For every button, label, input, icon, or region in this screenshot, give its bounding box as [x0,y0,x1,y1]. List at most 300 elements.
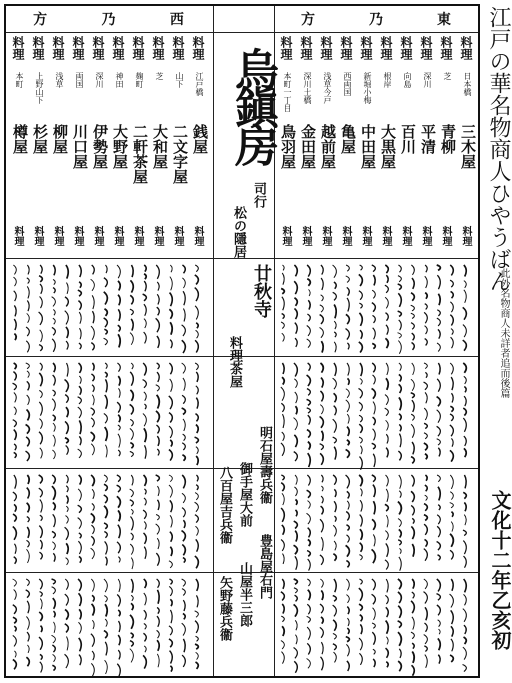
ink-stroke [437,475,440,482]
ink-stroke [53,654,56,661]
ink-stroke [66,327,68,338]
ink-stroke [295,406,297,414]
ink-stroke [294,487,297,496]
ink-stroke [281,387,285,401]
ink-stroke [347,427,349,436]
ink-stroke [372,315,375,323]
ink-stroke [39,276,42,282]
ink-stroke [372,594,376,604]
ink-stroke [65,624,69,633]
ink-stroke [333,378,337,389]
ink-stroke [321,431,323,441]
ink-stroke [39,345,42,351]
east-col-place: 西両国 [343,72,352,96]
west-col-lower-label: 料理 [12,226,23,246]
ink-stroke [130,419,133,426]
ink-stroke [282,273,284,285]
ink-stroke [334,406,337,416]
west-col-place: 深川 [95,72,104,88]
east-col-name: 平清 [419,124,437,154]
ink-stroke [118,450,120,456]
ink-stroke [170,610,172,623]
ink-stroke [117,485,121,492]
ink-stroke [347,607,349,615]
ink-stroke [52,327,55,335]
ink-stroke [182,278,185,288]
ink-stroke [79,343,81,349]
ink-stroke [91,536,94,545]
ink-stroke [294,545,298,554]
ink-stroke [320,405,323,414]
ink-stroke [39,402,42,416]
center-cell: 廿秋寺 [251,264,272,318]
ink-stroke [130,280,133,292]
ink-stroke [464,594,467,605]
ink-stroke [281,616,284,622]
ink-stroke [398,579,401,589]
ink-stroke [295,475,297,485]
ink-stroke [14,504,16,511]
east-col-top-label: 料理 [299,36,313,60]
ink-stroke [27,632,29,641]
ink-stroke [386,275,388,283]
ink-stroke [385,395,388,405]
ink-stroke [27,313,30,322]
ink-stroke [104,523,107,529]
ink-stroke [143,633,146,641]
ink-stroke [117,363,120,372]
ink-stroke [66,543,68,554]
ink-stroke [372,519,375,530]
ink-stroke [307,399,311,405]
ink-stroke [360,446,362,454]
ink-stroke [14,407,16,415]
ink-stroke [195,275,199,285]
ink-stroke [118,610,120,616]
ink-stroke [386,607,389,617]
ink-stroke [53,415,56,421]
ink-stroke [307,551,310,557]
ink-stroke [412,518,414,523]
ink-stroke [195,556,199,568]
ink-stroke [320,555,323,565]
ink-stroke [411,475,414,487]
ink-stroke [195,611,199,617]
ink-stroke [424,382,428,390]
ink-stroke [463,340,467,351]
ink-stroke [346,637,350,642]
ink-stroke [130,443,133,449]
ink-stroke [334,332,336,337]
ink-stroke [386,325,388,335]
ink-stroke [438,294,440,305]
ink-stroke [144,404,146,409]
ink-stroke [346,475,350,488]
east-col-top-label: 料理 [439,36,453,60]
ink-stroke [196,425,198,433]
ink-stroke [130,641,133,647]
ink-stroke [79,556,81,562]
ink-stroke [307,475,310,486]
west-col-top-label: 料理 [131,36,145,60]
east-col-place: 本町一丁目 [283,72,292,112]
ink-stroke [182,340,186,353]
ink-stroke [65,579,68,590]
ink-stroke [170,500,172,512]
ink-stroke [118,557,120,563]
ink-stroke [40,626,42,633]
ink-stroke [105,642,107,656]
ink-stroke [52,579,56,584]
ink-stroke [144,265,146,272]
ink-stroke [411,526,414,539]
ink-stroke [450,302,453,312]
ink-stroke [438,555,441,560]
ink-stroke [105,445,107,458]
ink-stroke [78,518,82,529]
ink-stroke [118,525,120,539]
ink-stroke [183,639,185,652]
ink-stroke [104,495,108,503]
ink-stroke [308,453,311,467]
ink-stroke [92,604,95,616]
ink-stroke [425,392,427,403]
ink-stroke [157,363,160,369]
ink-stroke [334,363,336,376]
ink-stroke [360,615,363,622]
east-col-name: 亀屋 [339,124,357,154]
west-col-top-label: 料理 [91,36,105,60]
ink-stroke [40,515,42,520]
ink-stroke [359,415,362,422]
ink-stroke [346,314,349,324]
ink-stroke [346,389,350,398]
ink-stroke [360,543,363,552]
ink-stroke [320,363,323,373]
ink-stroke [26,657,29,666]
ink-stroke [144,593,146,605]
ink-stroke [144,610,147,619]
ink-stroke [437,275,440,289]
ink-stroke [411,393,415,398]
center-cell: 八百屋吉兵衞 [217,466,232,544]
ink-stroke [438,329,440,338]
ink-stroke [282,377,284,384]
ink-stroke [373,328,376,339]
ink-stroke [451,512,453,517]
ink-stroke [91,579,94,591]
ink-stroke [295,392,298,403]
ink-stroke [294,661,297,672]
ink-stroke [437,515,440,524]
ink-stroke [360,488,362,496]
ink-stroke [13,617,16,623]
ink-stroke [130,333,133,345]
west-col-place: 麹町 [135,72,144,88]
ink-stroke [308,442,310,450]
ink-stroke [450,406,453,411]
ink-stroke [281,592,285,601]
ink-stroke [92,620,94,629]
ink-stroke [294,379,297,388]
ink-stroke [104,329,107,334]
ink-stroke [170,547,172,556]
ink-stroke [359,402,362,411]
east-col-lower-label: 料理 [420,226,431,246]
ink-stroke [66,265,68,279]
ink-stroke [79,312,81,324]
ink-stroke [26,363,30,369]
ink-stroke [334,447,336,460]
ink-stroke [52,665,55,670]
east-col-name: 越前屋 [319,124,337,169]
ink-stroke [438,638,440,650]
ink-stroke [308,363,311,371]
ink-stroke [359,274,363,286]
ink-stroke [14,444,16,450]
ink-stroke [360,529,362,540]
ink-stroke [386,420,389,430]
ink-stroke [359,475,362,486]
ink-stroke [399,424,401,431]
west-col-name: 大和屋 [151,124,169,169]
ink-stroke [334,501,336,512]
ink-stroke [104,278,107,287]
ink-stroke [143,294,147,301]
ink-stroke [347,628,349,634]
ink-stroke [183,378,185,391]
east-col-name: 三木屋 [459,124,477,169]
ink-stroke [39,475,43,483]
ink-stroke [157,654,159,667]
ink-stroke [359,588,363,601]
ink-stroke [170,440,172,446]
ink-stroke [437,439,441,445]
ink-stroke [464,396,466,406]
banzuke-sheet [4,4,480,678]
ink-stroke [464,376,466,384]
ink-stroke [92,265,95,274]
ink-stroke [307,616,311,622]
ink-stroke [13,277,16,286]
ink-stroke [307,279,310,286]
ink-stroke [294,363,297,377]
ink-stroke [79,638,82,651]
east-col-place: 新堀小梅 [363,72,372,104]
ink-stroke [333,419,337,433]
ink-stroke [464,475,466,488]
ink-stroke [373,275,375,286]
ink-stroke [334,342,336,353]
ink-stroke [359,457,362,470]
ink-stroke [282,525,284,535]
ink-stroke [372,579,375,590]
ink-stroke [307,604,310,614]
west-col-top-label: 料理 [191,36,205,60]
ink-stroke [27,410,30,421]
side-note: 此外名物商人未詳者追而後篇 [498,268,509,398]
ink-stroke [144,281,146,291]
ink-stroke [307,265,310,277]
ink-stroke [40,265,42,274]
ink-stroke [104,631,107,638]
ink-stroke [438,487,440,501]
ink-stroke [424,646,427,652]
ink-stroke [398,519,401,527]
ink-stroke [183,419,185,431]
ink-stroke [398,540,401,545]
ink-stroke [386,648,389,658]
ink-stroke [399,557,401,571]
ink-stroke [104,531,107,537]
ink-stroke [346,644,349,656]
center-cell: 豊島屋右門 [257,534,272,599]
ink-stroke [183,434,186,440]
west-col-place: 山下 [175,72,184,88]
ink-stroke [144,547,146,559]
ink-stroke [438,629,440,634]
ink-stroke [195,662,198,669]
ink-stroke [450,475,453,489]
ink-stroke [398,293,401,307]
ink-stroke [144,445,146,458]
ink-stroke [170,666,172,672]
ink-stroke [307,643,310,654]
ink-stroke [66,363,68,377]
ink-stroke [131,319,133,331]
west-col-top-label: 料理 [71,36,85,60]
east-col-name: 金田屋 [299,124,317,169]
ink-stroke [334,282,336,289]
ink-stroke [321,537,323,551]
ink-stroke [196,386,198,395]
east-col-place: 芝 [443,72,452,80]
east-col-top-label: 料理 [359,36,373,60]
ink-stroke [450,265,453,275]
ink-stroke [79,282,81,288]
ink-stroke [66,475,68,483]
ink-stroke [307,326,311,336]
ink-stroke [463,556,466,568]
ink-stroke [385,408,389,416]
ink-stroke [182,508,185,518]
ink-stroke [14,557,17,564]
ink-stroke [14,334,16,341]
ink-stroke [91,475,94,486]
ink-stroke [425,293,427,299]
ink-stroke [321,496,323,503]
ink-stroke [451,337,454,348]
ink-stroke [398,621,402,628]
ink-stroke [131,265,133,277]
ink-texture [6,6,478,676]
ink-stroke [334,393,337,402]
ink-stroke [157,486,159,496]
west-col-lower-label: 料理 [152,226,163,246]
ink-stroke [144,623,146,629]
ink-stroke [78,593,81,606]
ink-stroke [78,363,81,373]
ink-stroke [307,627,310,640]
ink-stroke [359,555,362,560]
ink-stroke [26,540,29,547]
east-col-top-label: 料理 [379,36,393,60]
ink-stroke [450,550,453,559]
ink-stroke [451,610,454,624]
ink-stroke [463,665,467,672]
ink-stroke [372,623,375,628]
ink-stroke [295,500,297,505]
ink-stroke [424,433,427,439]
ink-stroke [78,449,82,458]
west-col-top-label: 料理 [171,36,185,60]
ink-stroke [307,314,310,321]
ink-stroke [143,475,146,486]
ink-stroke [424,549,428,561]
ink-stroke [40,330,43,342]
ink-stroke [307,375,311,386]
ink-stroke [130,428,133,439]
ink-stroke [170,322,172,334]
ink-stroke [92,651,94,660]
ink-stroke [156,425,159,433]
ink-stroke [359,653,362,665]
ink-stroke [182,475,185,488]
east-col-top-label: 料理 [339,36,353,60]
ink-stroke [347,661,349,671]
east-col-place: 根岸 [383,72,392,88]
ink-stroke [333,265,337,278]
ink-stroke [65,609,68,619]
ink-stroke [399,363,401,371]
east-col-name: 中田屋 [359,124,377,169]
west-col-lower-label: 料理 [132,226,143,246]
ink-stroke [334,541,336,550]
ink-stroke [169,396,173,409]
ink-stroke [321,486,323,491]
ink-stroke [282,297,284,311]
ink-stroke [334,321,336,329]
ink-stroke [424,592,428,604]
east-col-top-label: 料理 [459,36,473,60]
ink-stroke [425,454,427,459]
ink-stroke [52,531,55,538]
ink-stroke [144,579,147,588]
ink-stroke [294,281,297,294]
ink-stroke [79,475,82,485]
ink-stroke [359,291,362,300]
ink-stroke [424,623,427,632]
ink-stroke [281,652,284,664]
ink-stroke [281,403,284,412]
ink-stroke [157,294,159,304]
ink-stroke [386,662,388,668]
ink-stroke [104,309,107,316]
ink-stroke [26,590,30,598]
ink-stroke [321,590,323,600]
ink-stroke [373,659,375,667]
ink-stroke [321,265,323,275]
east-col-lower-label: 料理 [440,226,451,246]
ink-stroke [412,400,414,412]
ink-stroke [463,325,466,338]
ink-stroke [79,386,81,395]
ink-stroke [157,282,159,291]
ink-stroke [398,632,401,646]
ink-stroke [170,293,173,307]
ink-stroke [294,604,298,616]
ink-stroke [385,504,388,511]
